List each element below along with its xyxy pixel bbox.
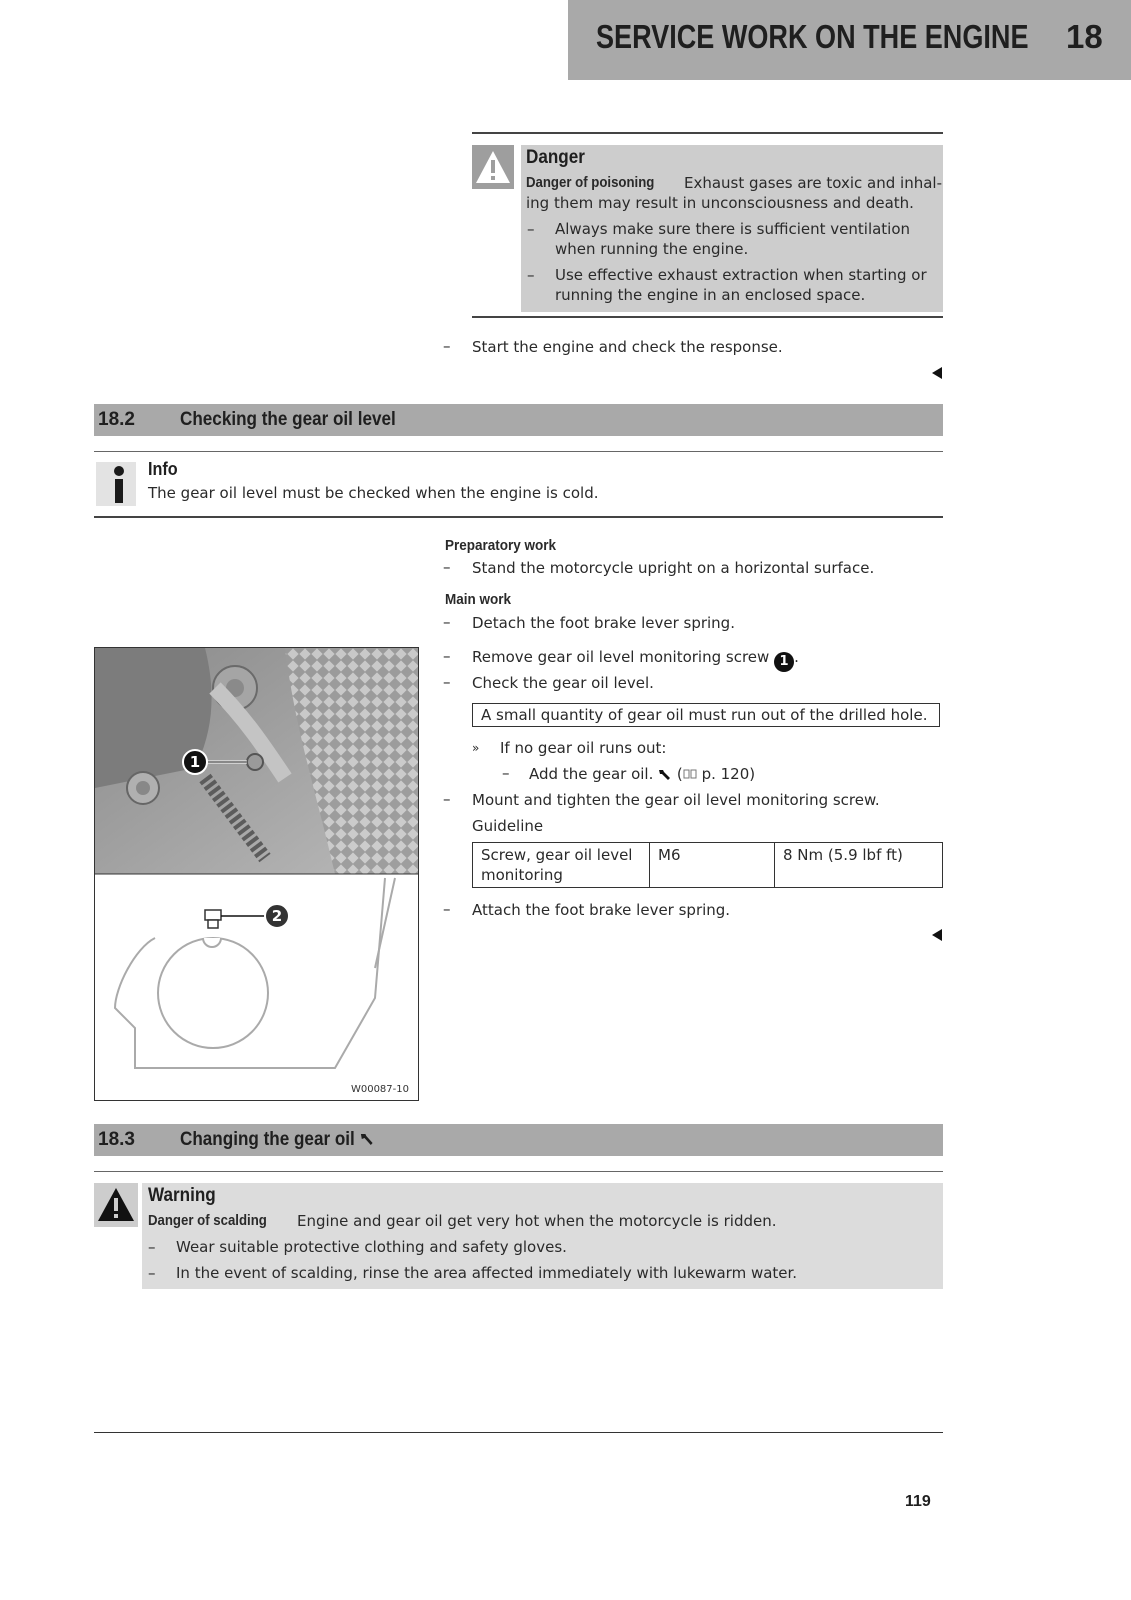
danger-box <box>521 145 943 312</box>
danger-item-2-line1: Use effective exhaust extraction when starting or <box>555 266 927 284</box>
preparatory-step: Stand the motorcycle upright on a horizontal surface. <box>472 559 875 577</box>
engine-illustration <box>95 648 418 1100</box>
main-step-4: Mount and tighten the gear oil level monitoring screw. <box>472 791 880 809</box>
warning-box <box>142 1183 943 1289</box>
add-gear-oil <box>529 764 755 784</box>
info-title: Info <box>148 459 178 479</box>
step-dash: – <box>443 647 451 665</box>
info-bottom-rule <box>94 516 943 518</box>
warning-lead: Danger of scalding <box>148 1212 267 1229</box>
danger-text-line2: ing them may result in unconsciousness and death. <box>526 194 914 212</box>
wrench-icon <box>360 1132 374 1146</box>
danger-dash-1: – <box>527 220 535 238</box>
start-engine-step: Start the engine and check the response. <box>472 338 783 356</box>
footer-rule <box>94 1432 943 1433</box>
preparatory-heading: Preparatory work <box>445 537 557 554</box>
warning-top-rule <box>94 1171 943 1172</box>
spec-thread-cell: M6 <box>650 843 775 888</box>
ref-open: ( <box>676 765 683 783</box>
warning-dash-1: – <box>148 1238 156 1256</box>
section-title-text: Changing the gear oil <box>180 1129 355 1150</box>
add-gear-oil-text: Add the gear oil. <box>529 765 654 783</box>
callout-1-badge: 1 <box>774 652 794 672</box>
callout-2-label: 2 <box>271 907 283 925</box>
danger-item-1-line2: when running the engine. <box>555 240 749 258</box>
if-no-oil: If no gear oil runs out: <box>500 739 667 757</box>
callout-1-label: 1 <box>189 753 201 771</box>
warning-item-2: In the event of scalding, rinse the area affected immediately with lukewarm water. <box>176 1264 798 1282</box>
danger-top-rule <box>472 132 943 134</box>
period: . <box>794 648 799 666</box>
step-dash: – <box>443 790 451 808</box>
condition-marker: » <box>472 741 480 755</box>
spec-name-cell <box>473 843 650 888</box>
step-dash: – <box>443 337 451 355</box>
danger-item-1-line1: Always make sure there is sufficient ventilation <box>555 220 911 238</box>
figure-frame <box>94 647 419 1101</box>
spec-name-line1: Screw, gear oil level <box>481 846 633 864</box>
info-icon <box>96 462 136 506</box>
main-step-5: Attach the foot brake lever spring. <box>472 901 731 919</box>
page-reference[interactable]: p. 120) <box>701 765 756 783</box>
step-dash: – <box>443 673 451 691</box>
section-title <box>180 1129 374 1151</box>
danger-icon <box>472 145 514 189</box>
guideline-label: Guideline <box>472 817 544 835</box>
section-number: 18.2 <box>98 409 135 430</box>
main-work-heading: Main work <box>445 591 512 608</box>
warning-text: Engine and gear oil get very hot when the motorcycle is ridden. <box>297 1212 777 1230</box>
danger-text-line1: Exhaust gases are toxic and inhal- <box>684 174 942 192</box>
warning-dash-2: – <box>148 1264 156 1282</box>
main-step-1: Detach the foot brake lever spring. <box>472 614 735 632</box>
book-icon <box>683 768 697 780</box>
step-dash: – <box>443 613 451 631</box>
danger-dash-2: – <box>527 266 535 284</box>
main-step-2-text: Remove gear oil level monitoring screw <box>472 648 770 666</box>
chapter-title: SERVICE WORK ON THE ENGINE <box>596 18 1029 55</box>
figure-code: W00087-10 <box>350 1084 409 1095</box>
end-mark <box>932 929 942 941</box>
spec-name-line2: monitoring <box>481 866 563 884</box>
warning-icon <box>94 1183 138 1227</box>
section-title: Checking the gear oil level <box>180 409 396 430</box>
step-dash: – <box>443 900 451 918</box>
main-step-2 <box>472 647 799 672</box>
chapter-number: 18 <box>1066 18 1103 55</box>
danger-bottom-rule <box>472 316 943 318</box>
torque-spec-table <box>472 842 943 888</box>
section-number: 18.3 <box>98 1129 135 1150</box>
step-dash: – <box>502 764 510 782</box>
warning-title: Warning <box>148 1185 216 1206</box>
wrench-icon <box>658 768 672 780</box>
spec-torque-cell: 8 Nm (5.9 lbf ft) <box>775 843 943 888</box>
main-step-3: Check the gear oil level. <box>472 674 654 692</box>
danger-lead: Danger of poisoning <box>526 174 655 191</box>
warning-item-1: Wear suitable protective clothing and safety gloves. <box>176 1238 567 1256</box>
info-top-rule <box>94 451 943 452</box>
danger-item-2-line2: running the engine in an enclosed space. <box>555 286 866 304</box>
page-number: 119 <box>905 1493 931 1510</box>
info-text: The gear oil level must be checked when the engine is cold. <box>148 484 599 502</box>
condition-box: A small quantity of gear oil must run out of the drilled hole. <box>472 703 940 727</box>
step-dash: – <box>443 558 451 576</box>
table-row <box>473 843 943 888</box>
end-mark <box>932 367 942 379</box>
danger-title: Danger <box>526 147 585 168</box>
